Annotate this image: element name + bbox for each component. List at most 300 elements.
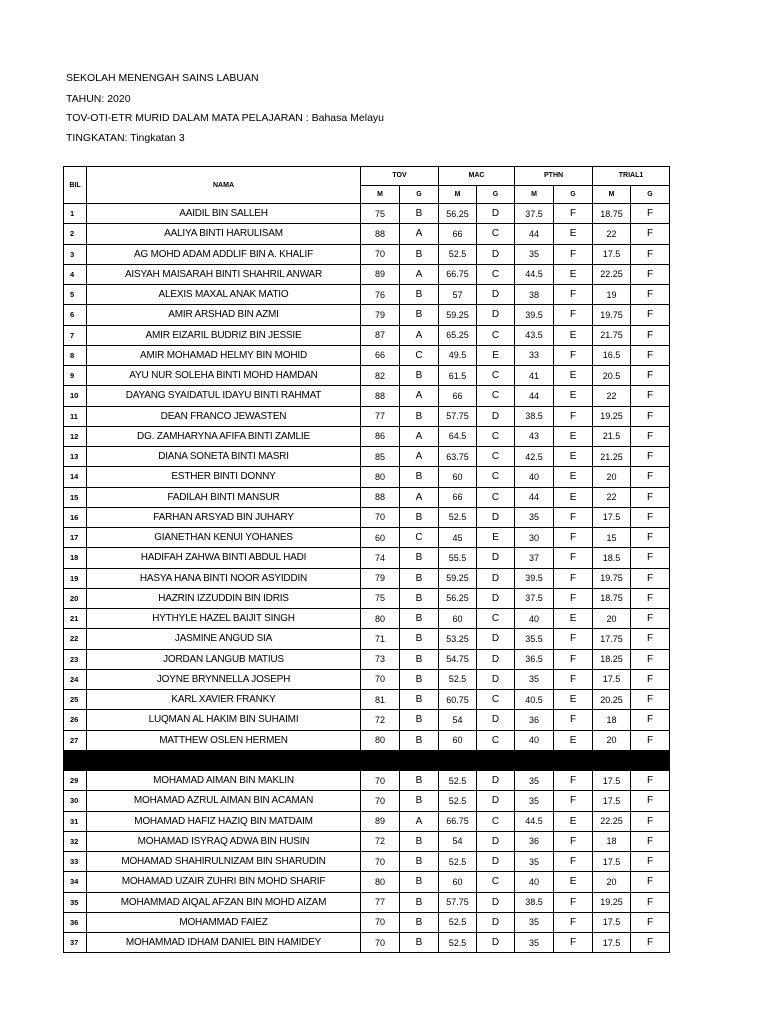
table-row <box>64 609 670 629</box>
mac-m-cell: 61.5 <box>439 366 477 386</box>
mac-g-cell: D <box>477 305 515 325</box>
trial1-m-cell: 16.5 <box>593 345 631 365</box>
trial1-m-cell: 20 <box>593 730 631 750</box>
subcol-m: M <box>439 185 477 204</box>
col-header-bil: BIL <box>64 167 87 204</box>
mac-g-cell: C <box>477 487 515 507</box>
table-row <box>64 568 670 588</box>
tov-m-cell: 70 <box>361 791 400 811</box>
table-row <box>64 710 670 730</box>
pthn-g-cell: F <box>554 892 593 912</box>
trial1-g-cell: F <box>631 548 670 568</box>
mac-g-cell: C <box>477 325 515 345</box>
table-row <box>64 872 670 892</box>
mac-g-cell: E <box>477 528 515 548</box>
bil-cell: 8 <box>64 345 87 365</box>
pthn-g-cell: F <box>554 244 593 264</box>
pthn-m-cell: 44.5 <box>515 264 554 284</box>
table-row <box>64 548 670 568</box>
tov-g-cell: B <box>400 649 439 669</box>
tov-g-cell: A <box>400 487 439 507</box>
table-row <box>64 730 670 750</box>
mac-m-cell: 60 <box>439 872 477 892</box>
table-body <box>64 204 670 953</box>
mac-m-cell: 60 <box>439 467 477 487</box>
trial1-g-cell: F <box>631 507 670 527</box>
mac-m-cell: 52.5 <box>439 852 477 872</box>
trial1-g-cell: F <box>631 447 670 467</box>
trial1-g-cell: F <box>631 811 670 831</box>
bil-cell: 12 <box>64 426 87 446</box>
marks-table <box>63 166 670 953</box>
pthn-m-cell: 36 <box>515 710 554 730</box>
table-row <box>64 629 670 649</box>
name-cell: JOYNE BRYNNELLA JOSEPH <box>87 669 361 689</box>
pthn-m-cell: 35 <box>515 669 554 689</box>
name-cell: AAIDIL BIN SALLEH <box>87 204 361 224</box>
name-cell: MOHAMMAD IDHAM DANIEL BIN HAMIDEY <box>87 933 361 953</box>
name-cell: KARL XAVIER FRANKY <box>87 690 361 710</box>
trial1-g-cell: F <box>631 690 670 710</box>
tov-g-cell: B <box>400 872 439 892</box>
bil-cell: 13 <box>64 447 87 467</box>
table-row <box>64 933 670 953</box>
pthn-g-cell: F <box>554 406 593 426</box>
tov-g-cell: A <box>400 224 439 244</box>
tov-g-cell: C <box>400 528 439 548</box>
table-row <box>64 305 670 325</box>
pthn-m-cell: 35 <box>515 933 554 953</box>
trial1-m-cell: 21.75 <box>593 325 631 345</box>
trial1-g-cell: F <box>631 791 670 811</box>
mac-m-cell: 60.75 <box>439 690 477 710</box>
mac-m-cell: 66.75 <box>439 811 477 831</box>
tov-m-cell: 75 <box>361 588 400 608</box>
bil-cell: 36 <box>64 912 87 932</box>
tov-g-cell: B <box>400 892 439 912</box>
pthn-m-cell: 42.5 <box>515 447 554 467</box>
mac-m-cell: 66 <box>439 487 477 507</box>
pthn-m-cell: 35.5 <box>515 629 554 649</box>
bil-cell: 29 <box>64 771 87 791</box>
mac-m-cell: 52.5 <box>439 791 477 811</box>
name-cell: FARHAN ARSYAD BIN JUHARY <box>87 507 361 527</box>
mac-m-cell: 65.25 <box>439 325 477 345</box>
tov-g-cell: B <box>400 467 439 487</box>
tov-m-cell: 79 <box>361 305 400 325</box>
name-cell: DG. ZAMHARYNA AFIFA BINTI ZAMLIE <box>87 426 361 446</box>
trial1-g-cell: F <box>631 912 670 932</box>
name-cell: ALEXIS MAXAL ANAK MATIO <box>87 285 361 305</box>
tov-g-cell: B <box>400 690 439 710</box>
trial1-g-cell: F <box>631 609 670 629</box>
trial1-g-cell: F <box>631 528 670 548</box>
pthn-g-cell: F <box>554 852 593 872</box>
pthn-g-cell: E <box>554 224 593 244</box>
trial1-g-cell: F <box>631 730 670 750</box>
trial1-m-cell: 17.5 <box>593 791 631 811</box>
pthn-m-cell: 35 <box>515 791 554 811</box>
bil-cell: 17 <box>64 528 87 548</box>
mac-m-cell: 52.5 <box>439 244 477 264</box>
tov-g-cell: B <box>400 204 439 224</box>
mac-m-cell: 59.25 <box>439 305 477 325</box>
tov-g-cell: A <box>400 811 439 831</box>
name-cell: MATTHEW OSLEN HERMEN <box>87 730 361 750</box>
tov-m-cell: 70 <box>361 852 400 872</box>
table-row <box>64 528 670 548</box>
name-cell: AMIR MOHAMAD HELMY BIN MOHID <box>87 345 361 365</box>
trial1-m-cell: 18 <box>593 831 631 851</box>
tov-g-cell: A <box>400 264 439 284</box>
pthn-m-cell: 44 <box>515 224 554 244</box>
tov-g-cell: B <box>400 710 439 730</box>
trial1-g-cell: F <box>631 669 670 689</box>
trial1-g-cell: F <box>631 933 670 953</box>
trial1-g-cell: F <box>631 872 670 892</box>
mac-g-cell: D <box>477 548 515 568</box>
pthn-m-cell: 44 <box>515 386 554 406</box>
subcol-g: G <box>400 185 439 204</box>
tov-g-cell: C <box>400 345 439 365</box>
pthn-g-cell: F <box>554 791 593 811</box>
mac-g-cell: D <box>477 629 515 649</box>
table-row <box>64 588 670 608</box>
pthn-g-cell: E <box>554 730 593 750</box>
pthn-g-cell: E <box>554 487 593 507</box>
pthn-g-cell: F <box>554 548 593 568</box>
bil-cell: 15 <box>64 487 87 507</box>
trial1-m-cell: 19 <box>593 285 631 305</box>
tov-m-cell: 88 <box>361 487 400 507</box>
table-row <box>64 224 670 244</box>
mac-m-cell: 66 <box>439 386 477 406</box>
pthn-m-cell: 30 <box>515 528 554 548</box>
tov-g-cell: B <box>400 305 439 325</box>
pthn-m-cell: 35 <box>515 507 554 527</box>
tov-m-cell: 86 <box>361 426 400 446</box>
trial1-g-cell: F <box>631 467 670 487</box>
mac-m-cell: 57.75 <box>439 406 477 426</box>
trial1-g-cell: F <box>631 487 670 507</box>
bil-cell: 14 <box>64 467 87 487</box>
pthn-g-cell: F <box>554 507 593 527</box>
tov-m-cell: 77 <box>361 406 400 426</box>
mac-g-cell: C <box>477 730 515 750</box>
mac-m-cell: 59.25 <box>439 568 477 588</box>
trial1-m-cell: 21.5 <box>593 426 631 446</box>
mac-m-cell: 52.5 <box>439 933 477 953</box>
bil-cell: 33 <box>64 852 87 872</box>
subcol-m: M <box>593 185 631 204</box>
trial1-m-cell: 17.5 <box>593 244 631 264</box>
mac-m-cell: 52.5 <box>439 771 477 791</box>
mac-m-cell: 56.25 <box>439 588 477 608</box>
name-cell: MOHAMMAD FAIEZ <box>87 912 361 932</box>
tov-m-cell: 75 <box>361 204 400 224</box>
mac-m-cell: 60 <box>439 609 477 629</box>
mac-m-cell: 55.5 <box>439 548 477 568</box>
table-row <box>64 366 670 386</box>
table-row <box>64 285 670 305</box>
subcol-g: G <box>631 185 670 204</box>
trial1-g-cell: F <box>631 629 670 649</box>
pthn-g-cell: F <box>554 568 593 588</box>
bil-cell: 7 <box>64 325 87 345</box>
trial1-m-cell: 20 <box>593 467 631 487</box>
pthn-m-cell: 40 <box>515 872 554 892</box>
table-row <box>64 892 670 912</box>
trial1-g-cell: F <box>631 224 670 244</box>
pthn-g-cell: E <box>554 690 593 710</box>
pthn-g-cell: F <box>554 629 593 649</box>
bil-cell: 6 <box>64 305 87 325</box>
subcol-m: M <box>515 185 554 204</box>
pthn-m-cell: 35 <box>515 771 554 791</box>
name-cell: HADIFAH ZAHWA BINTI ABDUL HADI <box>87 548 361 568</box>
trial1-m-cell: 20 <box>593 609 631 629</box>
pthn-g-cell: F <box>554 649 593 669</box>
table-row <box>64 244 670 264</box>
trial1-m-cell: 19.75 <box>593 568 631 588</box>
mac-g-cell: C <box>477 609 515 629</box>
mac-g-cell: C <box>477 811 515 831</box>
bil-cell: 34 <box>64 872 87 892</box>
tov-m-cell: 85 <box>361 447 400 467</box>
trial1-g-cell: F <box>631 568 670 588</box>
bil-cell: 3 <box>64 244 87 264</box>
name-cell: LUQMAN AL HAKIM BIN SUHAIMI <box>87 710 361 730</box>
trial1-m-cell: 21.25 <box>593 447 631 467</box>
mac-m-cell: 57 <box>439 285 477 305</box>
tov-g-cell: A <box>400 386 439 406</box>
tov-g-cell: B <box>400 852 439 872</box>
trial1-m-cell: 17.75 <box>593 629 631 649</box>
pthn-m-cell: 38 <box>515 285 554 305</box>
trial1-g-cell: F <box>631 264 670 284</box>
trial1-m-cell: 18.25 <box>593 649 631 669</box>
pthn-m-cell: 43.5 <box>515 325 554 345</box>
trial1-g-cell: F <box>631 406 670 426</box>
form-label: TINGKATAN: Tingkatan 3 <box>66 132 185 144</box>
trial1-m-cell: 20.25 <box>593 690 631 710</box>
trial1-m-cell: 22.25 <box>593 264 631 284</box>
trial1-m-cell: 17.5 <box>593 912 631 932</box>
name-cell: DEAN FRANCO JEWASTEN <box>87 406 361 426</box>
name-cell: MOHAMMAD AIQAL AFZAN BIN MOHD AIZAM <box>87 892 361 912</box>
table-row <box>64 325 670 345</box>
name-cell: AG MOHD ADAM ADDLIF BIN A. KHALIF <box>87 244 361 264</box>
mac-g-cell: D <box>477 852 515 872</box>
bil-cell: 21 <box>64 609 87 629</box>
tov-m-cell: 81 <box>361 690 400 710</box>
table-row <box>64 467 670 487</box>
redacted-row <box>64 750 670 770</box>
bil-cell: 4 <box>64 264 87 284</box>
bil-cell: 18 <box>64 548 87 568</box>
trial1-g-cell: F <box>631 831 670 851</box>
redaction-bar <box>64 750 670 770</box>
name-cell: MOHAMAD SHAHIRULNIZAM BIN SHARUDIN <box>87 852 361 872</box>
pthn-m-cell: 41 <box>515 366 554 386</box>
tov-g-cell: B <box>400 285 439 305</box>
name-cell: MOHAMAD UZAIR ZUHRI BIN MOHD SHARIF <box>87 872 361 892</box>
pthn-m-cell: 39.5 <box>515 305 554 325</box>
tov-m-cell: 70 <box>361 669 400 689</box>
pthn-g-cell: F <box>554 933 593 953</box>
name-cell: HYTHYLE HAZEL BAIJIT SINGH <box>87 609 361 629</box>
mac-g-cell: D <box>477 831 515 851</box>
trial1-g-cell: F <box>631 771 670 791</box>
table-row <box>64 791 670 811</box>
mac-m-cell: 64.5 <box>439 426 477 446</box>
bil-cell: 30 <box>64 791 87 811</box>
bil-cell: 20 <box>64 588 87 608</box>
tov-m-cell: 88 <box>361 386 400 406</box>
tov-g-cell: A <box>400 325 439 345</box>
pthn-m-cell: 37 <box>515 548 554 568</box>
name-cell: AALIYA BINTI HARULISAM <box>87 224 361 244</box>
mac-m-cell: 45 <box>439 528 477 548</box>
subcol-m: M <box>361 185 400 204</box>
tov-m-cell: 89 <box>361 264 400 284</box>
trial1-m-cell: 15 <box>593 528 631 548</box>
mac-g-cell: D <box>477 892 515 912</box>
name-cell: AISYAH MAISARAH BINTI SHAHRIL ANWAR <box>87 264 361 284</box>
trial1-g-cell: F <box>631 649 670 669</box>
name-cell: DAYANG SYAIDATUL IDAYU BINTI RAHMAT <box>87 386 361 406</box>
tov-g-cell: B <box>400 244 439 264</box>
trial1-g-cell: F <box>631 426 670 446</box>
tov-g-cell: B <box>400 730 439 750</box>
mac-g-cell: C <box>477 224 515 244</box>
table-row <box>64 386 670 406</box>
name-cell: HASYA HANA BINTI NOOR ASYIDDIN <box>87 568 361 588</box>
pthn-g-cell: F <box>554 204 593 224</box>
mac-m-cell: 52.5 <box>439 669 477 689</box>
mac-m-cell: 63.75 <box>439 447 477 467</box>
bil-cell: 27 <box>64 730 87 750</box>
bil-cell: 1 <box>64 204 87 224</box>
pthn-g-cell: F <box>554 669 593 689</box>
col-header-tov: TOV <box>361 167 439 186</box>
table-row <box>64 447 670 467</box>
pthn-g-cell: E <box>554 467 593 487</box>
mac-g-cell: C <box>477 467 515 487</box>
tov-g-cell: B <box>400 588 439 608</box>
mac-g-cell: D <box>477 568 515 588</box>
tov-m-cell: 82 <box>361 366 400 386</box>
pthn-g-cell: E <box>554 386 593 406</box>
tov-g-cell: A <box>400 447 439 467</box>
pthn-m-cell: 38.5 <box>515 406 554 426</box>
trial1-m-cell: 18.75 <box>593 204 631 224</box>
mac-g-cell: D <box>477 649 515 669</box>
trial1-m-cell: 17.5 <box>593 771 631 791</box>
mac-m-cell: 66.75 <box>439 264 477 284</box>
bil-cell: 9 <box>64 366 87 386</box>
col-header-pthn: PTHN <box>515 167 593 186</box>
trial1-g-cell: F <box>631 366 670 386</box>
tov-m-cell: 80 <box>361 872 400 892</box>
pthn-g-cell: E <box>554 264 593 284</box>
mac-m-cell: 57.75 <box>439 892 477 912</box>
bil-cell: 32 <box>64 831 87 851</box>
table-row <box>64 264 670 284</box>
mac-g-cell: C <box>477 264 515 284</box>
trial1-m-cell: 22 <box>593 224 631 244</box>
tov-g-cell: B <box>400 629 439 649</box>
mac-g-cell: D <box>477 710 515 730</box>
mac-g-cell: D <box>477 285 515 305</box>
table-row <box>64 669 670 689</box>
trial1-m-cell: 22 <box>593 386 631 406</box>
pthn-g-cell: F <box>554 710 593 730</box>
bil-cell: 35 <box>64 892 87 912</box>
pthn-m-cell: 40.5 <box>515 690 554 710</box>
pthn-m-cell: 39.5 <box>515 568 554 588</box>
bil-cell: 31 <box>64 811 87 831</box>
mac-m-cell: 54.75 <box>439 649 477 669</box>
bil-cell: 16 <box>64 507 87 527</box>
pthn-g-cell: E <box>554 325 593 345</box>
mac-m-cell: 54 <box>439 831 477 851</box>
pthn-m-cell: 40 <box>515 730 554 750</box>
tov-m-cell: 80 <box>361 730 400 750</box>
mac-g-cell: E <box>477 345 515 365</box>
trial1-g-cell: F <box>631 305 670 325</box>
trial1-m-cell: 19.25 <box>593 892 631 912</box>
table-row <box>64 345 670 365</box>
trial1-m-cell: 19.75 <box>593 305 631 325</box>
trial1-g-cell: F <box>631 852 670 872</box>
tov-g-cell: B <box>400 366 439 386</box>
mac-g-cell: C <box>477 872 515 892</box>
pthn-m-cell: 37.5 <box>515 204 554 224</box>
mac-g-cell: D <box>477 244 515 264</box>
col-header-nama: NAMA <box>87 167 361 204</box>
trial1-g-cell: F <box>631 892 670 912</box>
bil-cell: 10 <box>64 386 87 406</box>
mac-m-cell: 53.25 <box>439 629 477 649</box>
year-label: TAHUN: 2020 <box>66 93 131 105</box>
name-cell: ESTHER BINTI DONNY <box>87 467 361 487</box>
pthn-m-cell: 37.5 <box>515 588 554 608</box>
tov-g-cell: B <box>400 548 439 568</box>
bil-cell: 26 <box>64 710 87 730</box>
bil-cell: 19 <box>64 568 87 588</box>
pthn-g-cell: F <box>554 771 593 791</box>
pthn-g-cell: F <box>554 285 593 305</box>
trial1-g-cell: F <box>631 386 670 406</box>
name-cell: AMIR EIZARIL BUDRIZ BIN JESSIE <box>87 325 361 345</box>
school-name: SEKOLAH MENENGAH SAINS LABUAN <box>66 72 259 84</box>
trial1-g-cell: F <box>631 285 670 305</box>
col-header-mac: MAC <box>439 167 515 186</box>
pthn-m-cell: 35 <box>515 244 554 264</box>
name-cell: FADILAH BINTI MANSUR <box>87 487 361 507</box>
trial1-m-cell: 17.5 <box>593 852 631 872</box>
table-row <box>64 649 670 669</box>
tov-m-cell: 66 <box>361 345 400 365</box>
pthn-m-cell: 44.5 <box>515 811 554 831</box>
tov-m-cell: 71 <box>361 629 400 649</box>
mac-g-cell: D <box>477 771 515 791</box>
pthn-g-cell: F <box>554 345 593 365</box>
tov-m-cell: 70 <box>361 912 400 932</box>
tov-g-cell: B <box>400 771 439 791</box>
trial1-m-cell: 17.5 <box>593 933 631 953</box>
